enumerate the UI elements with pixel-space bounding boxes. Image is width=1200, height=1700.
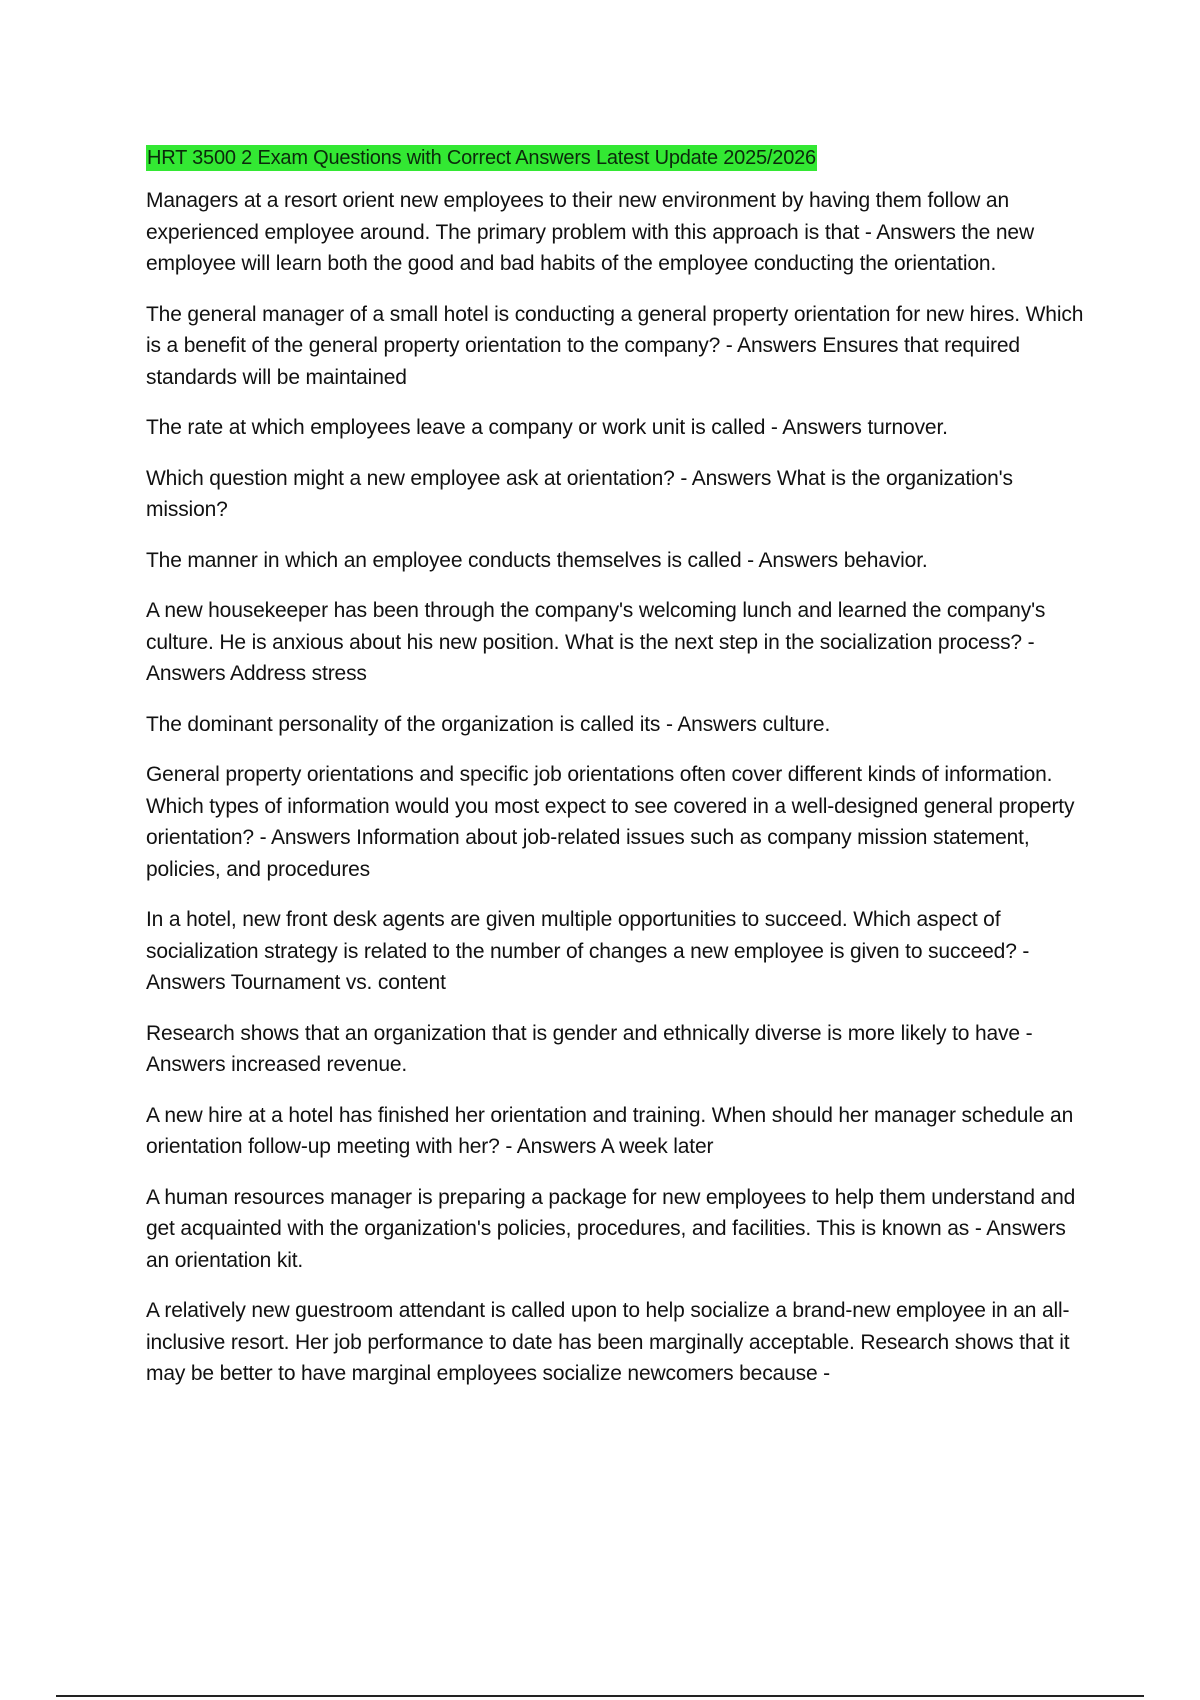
qa-item-7: The dominant personality of the organization is called its - Answers culture. bbox=[146, 712, 831, 736]
qa-item-8: General property orientations and specific job orientations often cover different kinds of information. Which types of information would you most expect to see covered in a well-designed general property orientation? - Answers Information about job-related issues such as company mission statement, policies, and procedures bbox=[146, 763, 1075, 881]
qa-item-10: Research shows that an organization that is gender and ethnically diverse is more likely to have - Answers increased revenue. bbox=[146, 1021, 1033, 1076]
page-bottom-rule bbox=[56, 1695, 1144, 1697]
qa-item-5: The manner in which an employee conducts themselves is called - Answers behavior. bbox=[146, 548, 928, 572]
qa-item-6: A new housekeeper has been through the company's welcoming lunch and learned the company's culture. He is anxious about his new position. What is the next step in the socialization process? - Answers Address stress bbox=[146, 599, 1046, 685]
document-content bbox=[146, 143, 1088, 1409]
title-line bbox=[146, 143, 1088, 175]
qa-item-13: A relatively new guestroom attendant is called upon to help socialize a brand-new employee in an all-inclusive resort. Her job performance to date has been marginally acceptable. Research shows that it may be better to have marginal employees socialize newcomers because - bbox=[146, 1299, 1070, 1385]
qa-item-3: The rate at which employees leave a company or work unit is called - Answers turnover. bbox=[146, 416, 948, 439]
qa-item-12: A human resources manager is preparing a package for new employees to help them understand and get acquainted with the organization's policies, procedures, and facilities. This is known as - Answers an orientation kit. bbox=[146, 1185, 1076, 1272]
qa-item-1: Managers at a resort orient new employees to their new environment by having them follow an experienced employee around. The primary problem with this approach is that - Answers the new employee will learn both the good and bad habits of the employee conducting the orientation. bbox=[146, 189, 1034, 275]
qa-item-2: The general manager of a small hotel is conducting a general property orientation for new hires. Which is a benefit of the general property orientation to the company? - Answers Ensures that required standards will be maintained bbox=[146, 302, 1084, 389]
document-title: HRT 3500 2 Exam Questions with Correct Answers Latest Update 2025/2026 bbox=[147, 147, 816, 169]
qa-item-9: In a hotel, new front desk agents are given multiple opportunities to succeed. Which aspect of socialization strategy is related to the number of changes a new employee is given to succeed? - Answers Tournament vs. content bbox=[146, 908, 1030, 994]
qa-item-11: A new hire at a hotel has finished her orientation and training. When should her manager schedule an orientation follow-up meeting with her? - Answers A week later bbox=[146, 1103, 1074, 1158]
qa-item-4: Which question might a new employee ask at orientation? - Answers What is the organization's mission? bbox=[146, 466, 1013, 521]
